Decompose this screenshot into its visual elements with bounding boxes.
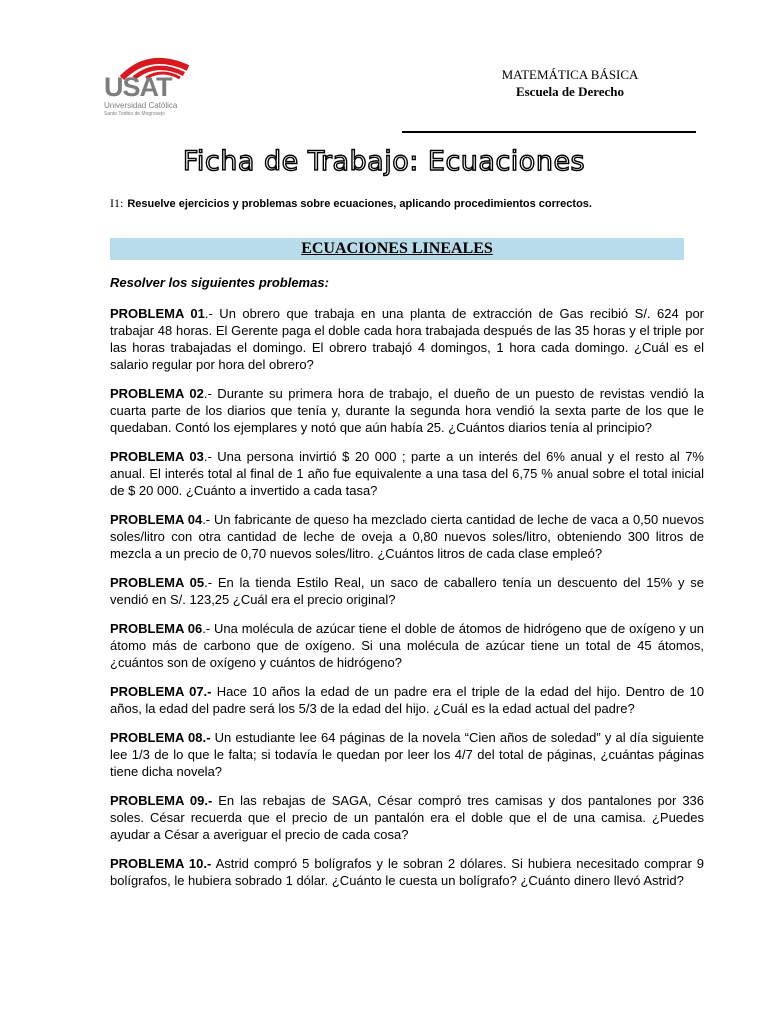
problem-label: PROBLEMA 05 — [110, 575, 205, 590]
problem-list — [110, 305, 704, 901]
problem-text: Un obrero que trabaja en una planta de extracción de Gas recibió S/. 624 por trabajar 48 horas. El Gerente paga el doble cada hora trabajada después de las 35 horas y el triple por las horas trabajadas el domingo. El obrero trabajó 4 domingos, 1 hora cada domingo. ¿Cuál es el salario regular por hora del obrero? — [110, 306, 704, 372]
problem-item — [110, 620, 704, 671]
problem-separator: .- — [202, 512, 211, 527]
problem-item — [110, 729, 704, 780]
objective-code: I1: — [110, 196, 124, 210]
header-divider — [402, 131, 696, 133]
page-title: Ficha de Trabajo: Ecuaciones — [182, 146, 586, 177]
problem-text: En la tienda Estilo Real, un saco de caballero tenía un descuento del 15% y se vendió en S/. 123,25 ¿Cuál era el precio original? — [110, 575, 704, 607]
problem-item — [110, 792, 704, 843]
problem-label: PROBLEMA 09.- — [110, 793, 213, 808]
problem-label: PROBLEMA 06 — [110, 621, 203, 636]
instructions: Resolver los siguientes problemas: — [110, 275, 329, 290]
problem-text: Una molécula de azúcar tiene el doble de átomos de hidrógeno que de oxígeno y un átomo más de carbono que de oxígeno. Si una molécula de azúcar tiene un total de 45 átomos, ¿cuántos son de oxígeno y cuántos de hidrógeno? — [110, 621, 704, 670]
problem-text: Una persona invirtió $ 20 000 ; parte a un interés del 6% anual y el resto al 7% anual. El interés total al final de 1 año fue equivalente a una tasa del 6,75 % anual sobre el total inicial de $ 20 000. ¿Cuánto a invertido a cada tasa? — [110, 449, 704, 498]
problem-text: En las rebajas de SAGA, César compró tres camisas y dos pantalones por 336 soles. César recuerda que el precio de un pantalón era el doble que el de una camisa. ¿Puedes ayudar a César a averiguar el precio de cada cosa? — [110, 793, 705, 842]
objective-text: Resuelve ejercicios y problemas sobre ecuaciones, aplicando procedimientos correctos. — [127, 198, 592, 210]
school-name: Escuela de Derecho — [515, 84, 625, 99]
problem-text: Durante su primera hora de trabajo, el dueño de un puesto de revistas vendió la cuarta parte de los diarios que tenía y, durante la segunda hora vendió la sexta parte de los que le quedaban. Contó los ejemplares y notó que aún había 25. ¿Cuántos diarios tenía al principio? — [110, 386, 704, 435]
problem-separator: .- — [204, 575, 213, 590]
problem-text: Hace 10 años la edad de un padre era el triple de la edad del hijo. Dentro de 10 años, la edad del padre será los 5/3 de la edad del hijo. ¿Cuál es la edad actual del padre? — [110, 684, 704, 716]
header-info — [440, 66, 700, 100]
course-name: MATEMÁTICA BÁSICA — [501, 67, 639, 82]
problem-item — [110, 305, 704, 373]
problem-label: PROBLEMA 10.- — [110, 856, 212, 871]
problem-label: PROBLEMA 04 — [110, 512, 203, 527]
problem-item — [110, 855, 704, 889]
section-title: ECUACIONES LINEALES — [301, 240, 493, 257]
logo-text: USAT — [104, 72, 172, 102]
logo-tagline: Santo Toribio de Mogrovejo — [104, 111, 165, 117]
problem-item — [110, 683, 704, 717]
problem-text: Un fabricante de queso ha mezclado cierta cantidad de leche de vaca a 0,50 nuevos soles/litro con otra cantidad de leche de oveja a 0,80 nuevos soles/litro, obteniendo 300 litros de mezcla a un precio de 0,70 nuevos soles/litro. ¿Cuántos litros de cada clase empleó? — [110, 512, 704, 561]
problem-text: Un estudiante lee 64 páginas de la novela “Cien años de soledad” y al día siguiente lee 1/3 de lo que le falta; si todavía le quedan por leer los 4/7 del total de páginas, ¿cuántas páginas tiene dicha novela? — [110, 730, 704, 779]
problem-label: PROBLEMA 01 — [110, 306, 205, 321]
problem-label: PROBLEMA 03 — [110, 449, 204, 464]
section-header — [110, 238, 684, 260]
usat-logo — [104, 48, 199, 118]
problem-separator: .- — [203, 386, 212, 401]
problem-item — [110, 574, 704, 608]
problem-label: PROBLEMA 02 — [110, 386, 204, 401]
problem-item — [110, 385, 704, 436]
problem-item — [110, 511, 704, 562]
problem-separator: .- — [203, 449, 212, 464]
logo-subtitle: Universidad Católica — [104, 101, 178, 110]
learning-objective — [110, 196, 700, 211]
problem-separator: .- — [204, 306, 213, 321]
problem-label: PROBLEMA 08.- — [110, 730, 211, 745]
problem-separator: .- — [202, 621, 211, 636]
problem-text: Astrid compró 5 bolígrafos y le sobran 2 dólares. Si hubiera necesitado comprar 9 bolígrafos, le hubiera sobrado 1 dólar. ¿Cuánto le cuesta un bolígrafo? ¿Cuánto dinero llevó Astrid? — [110, 856, 705, 888]
problem-item — [110, 448, 704, 499]
problem-label: PROBLEMA 07.- — [110, 684, 212, 699]
